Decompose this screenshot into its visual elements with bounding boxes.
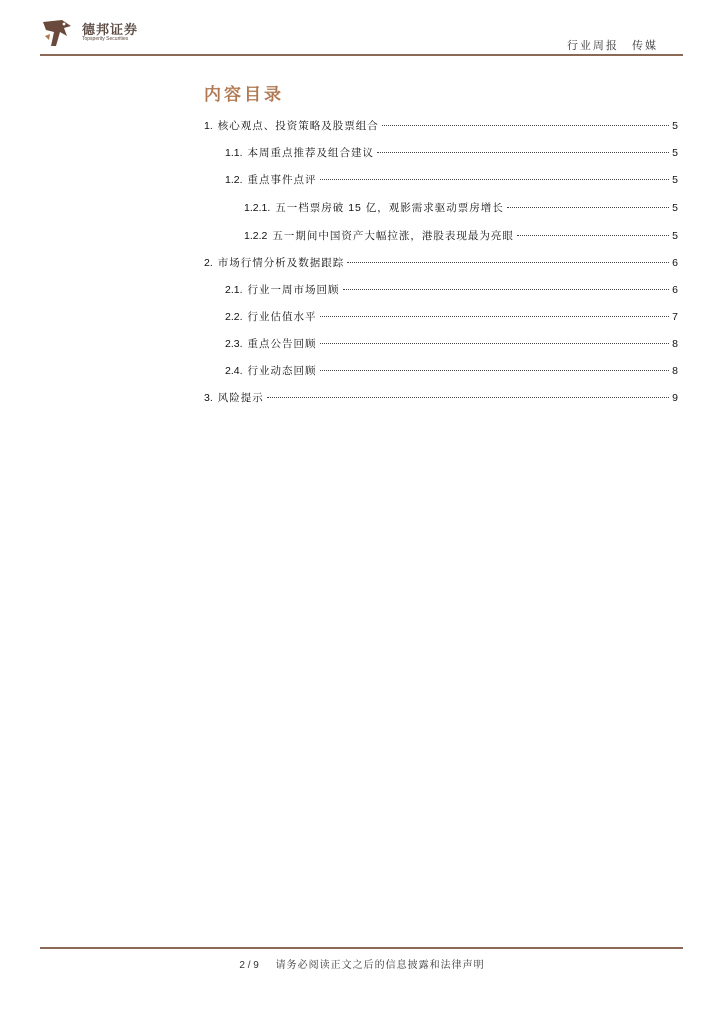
toc-entry-number: 1.2.2 <box>244 230 268 242</box>
toc-entry-page: 6 <box>672 284 678 296</box>
page-indicator: 2 / 9 <box>239 960 259 971</box>
logo-cn-text: 德邦证券 <box>82 22 139 37</box>
report-type: 行业周报 <box>566 40 619 52</box>
toc-leader-dots <box>320 316 670 317</box>
toc-leader-dots <box>267 397 669 398</box>
toc-entry-page: 8 <box>672 365 678 377</box>
toc-entry[interactable] <box>204 390 678 406</box>
toc-entry-number: 2.4. <box>225 365 243 377</box>
toc-entry[interactable] <box>244 200 678 216</box>
toc-entry[interactable] <box>204 118 678 134</box>
toc-entry[interactable] <box>225 336 678 352</box>
toc-entry[interactable] <box>204 255 678 271</box>
toc-leader-dots <box>507 207 669 208</box>
toc-entry[interactable] <box>244 228 678 244</box>
toc-entry-page: 5 <box>672 147 678 159</box>
toc-entry-page: 5 <box>672 202 678 214</box>
toc-leader-dots <box>320 179 670 180</box>
toc-entry-title: 行业估值水平 <box>247 311 317 323</box>
toc-entry[interactable] <box>225 309 678 325</box>
company-logo <box>40 16 140 50</box>
toc-entry-title: 风险提示 <box>217 392 264 404</box>
toc-leader-dots <box>320 343 670 344</box>
toc-entry[interactable] <box>225 145 678 161</box>
toc-entry-page: 5 <box>672 174 678 186</box>
toc-entry-page: 7 <box>672 311 678 323</box>
toc-leader-dots <box>320 370 670 371</box>
toc-entry-number: 2.1. <box>225 284 243 296</box>
toc-entry-title: 重点事件点评 <box>247 174 317 186</box>
toc-entry-title: 本周重点推荐及组合建议 <box>247 147 375 159</box>
toc-entry-title: 核心观点、投资策略及股票组合 <box>217 120 379 132</box>
toc-entry-title: 市场行情分析及数据跟踪 <box>217 257 345 269</box>
logo-en-text: Topsperity Securities <box>82 36 129 42</box>
toc-entry-page: 8 <box>672 338 678 350</box>
toc-leader-dots <box>382 125 669 126</box>
company-logo-icon <box>40 16 74 50</box>
toc-entry-title: 行业一周市场回顾 <box>247 284 340 296</box>
report-sector: 传媒 <box>632 40 658 52</box>
toc-entry-number: 1.2. <box>225 174 243 186</box>
footer-divider <box>40 947 683 949</box>
toc-entry-page: 9 <box>672 392 678 404</box>
toc-entry-number: 2.3. <box>225 338 243 350</box>
toc-entry-page: 5 <box>672 120 678 132</box>
toc-entry-number: 1. <box>204 120 213 132</box>
toc-entry-number: 1.1. <box>225 147 243 159</box>
toc-entry[interactable] <box>225 282 678 298</box>
toc-entry-title: 五一期间中国资产大幅拉涨，港股表现最为亮眼 <box>272 230 514 242</box>
toc-entry-page: 5 <box>672 230 678 242</box>
toc-entry[interactable] <box>225 363 678 379</box>
toc-entry-page: 6 <box>672 257 678 269</box>
toc-entry-title: 行业动态回顾 <box>247 365 317 377</box>
toc-entry-title: 重点公告回顾 <box>247 338 317 350</box>
toc-entry-number: 3. <box>204 392 213 404</box>
toc-entry-title: 五一档票房破 15 亿，观影需求驱动票房增长 <box>275 202 504 214</box>
toc-entry[interactable] <box>225 172 678 188</box>
report-header <box>567 37 658 53</box>
page-footer <box>0 956 724 971</box>
toc-leader-dots <box>343 289 670 290</box>
header-divider <box>40 54 683 56</box>
toc-leader-dots <box>517 235 669 236</box>
footer-disclaimer: 请务必阅读正文之后的信息披露和法律声明 <box>275 960 485 971</box>
toc-heading: 内容目录 <box>204 85 284 104</box>
toc-leader-dots <box>377 152 669 153</box>
toc-entry-number: 1.2.1. <box>244 202 271 214</box>
toc-entry-number: 2. <box>204 257 213 269</box>
toc-entry-number: 2.2. <box>225 311 243 323</box>
toc-leader-dots <box>347 262 669 263</box>
